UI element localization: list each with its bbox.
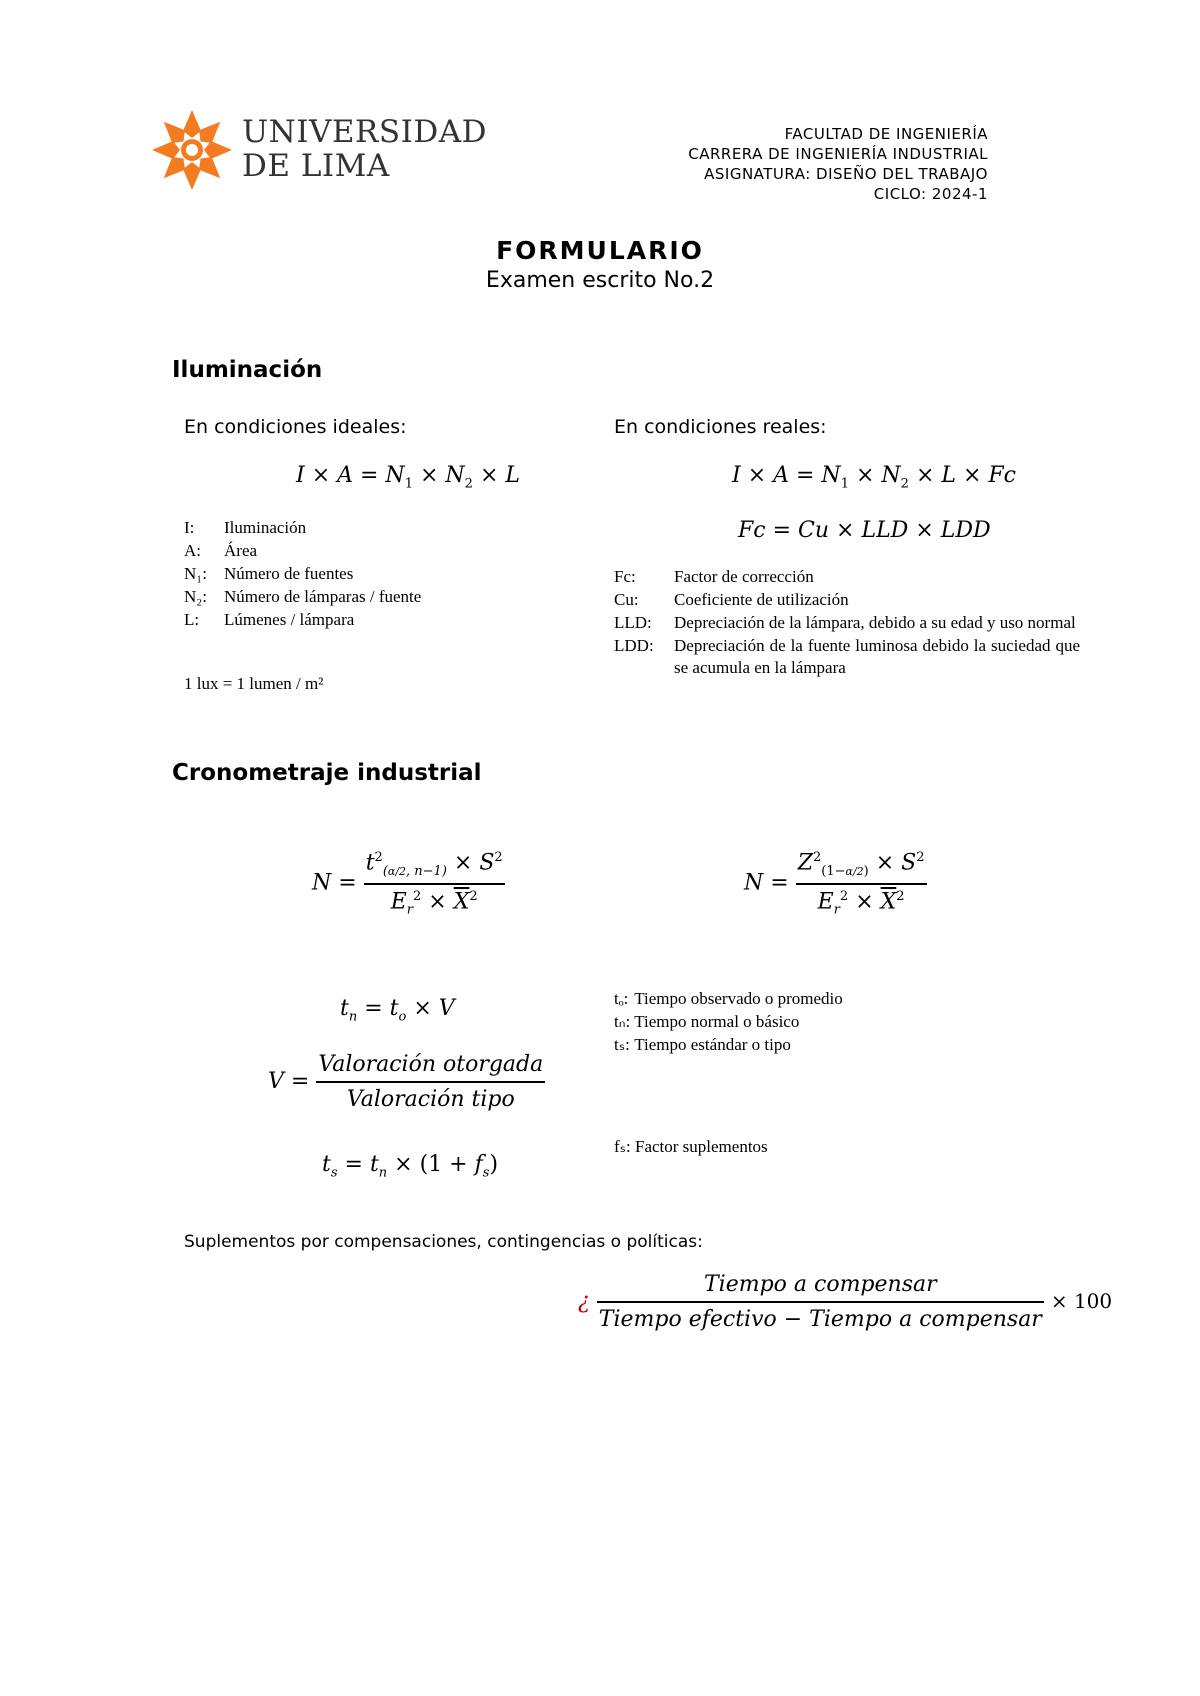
course-text: ASIGNATURA: DISEÑO DEL TRABAJO (704, 165, 988, 183)
career-text: CARRERA DE INGENIERÍA INDUSTRIAL (688, 145, 988, 163)
legend-desc: Tiempo estándar o tipo (634, 1035, 791, 1054)
legend-row (614, 612, 1080, 635)
legend-desc: Factor de corrección (674, 567, 814, 586)
rating-denominator: Valoración tipo (316, 1081, 545, 1112)
ideal-conditions-label: En condiciones ideales: (184, 416, 407, 438)
supplement-factor-note (614, 1136, 768, 1158)
legend-row (184, 540, 421, 563)
formula-normal-time: $t_n = t_o \times V$ (340, 996, 455, 1025)
formula-sample-size-z: N = $\frac{Z^2_{(1-\alpha/2)} \times S^2}{E_r^2 \times \overline{X}^2}$ (744, 850, 925, 918)
legend-desc: Depreciación de la lámpara, debido a su edad y uso normal (674, 613, 1076, 632)
legend-row (614, 589, 1080, 612)
section-heading-timing: Cronometraje industrial (172, 760, 482, 786)
legend-row (184, 563, 421, 586)
legend-symbol: N₁: (184, 564, 207, 583)
legend-row (614, 1011, 843, 1034)
star-logo-icon (150, 108, 234, 192)
legend-desc: Tiempo observado o promedio (634, 989, 843, 1008)
formula-rating: V = $\frac{\text{Valoración otorgada}}{\text{Valoración tipo}}$ (268, 1052, 544, 1112)
legend-row (184, 586, 421, 609)
legend-symbol: A: (184, 541, 201, 560)
legend-desc: Factor suplementos (634, 1137, 768, 1156)
legend-symbol: tₒ: (614, 989, 629, 1008)
legend-row (614, 988, 843, 1011)
legend-desc: Depreciación de la fuente luminosa debido la suciedad que se acumula en la lámpara (674, 636, 1080, 677)
real-conditions-label: En condiciones reales: (614, 416, 827, 438)
legend-symbol: Cu: (614, 590, 639, 609)
logo-text-line1: UNIVERSIDAD (242, 114, 487, 150)
legend-symbol: fₛ: (614, 1137, 631, 1156)
legend-row (614, 1034, 843, 1057)
formula-ideal-illumination: $I \times A = N_1 \times N_2 \times L$ (296, 463, 520, 492)
lead-glyph: ¿ (578, 1289, 590, 1314)
lux-note: 1 lux = 1 lumen / m² (184, 674, 324, 693)
formula-sample-size-t: N = $\frac{t^2_{(\alpha/2, n-1)} \times S^2}{E_r^2 \times \overline{X}^2}$ (312, 850, 503, 918)
legend-row (614, 566, 1080, 589)
legend-symbol: L: (184, 610, 200, 629)
header-block (688, 124, 988, 204)
supplements-numerator: Tiempo a compensar (703, 1272, 937, 1297)
legend-symbol: LLD: (614, 613, 652, 632)
real-legend (614, 566, 1080, 680)
logo-text-line2: DE LIMA (242, 148, 390, 184)
formula-correction-factor: Fc = Cu × LLD × LDD (738, 518, 991, 543)
legend-desc: Número de fuentes (224, 564, 354, 583)
ideal-legend (184, 517, 421, 632)
page-subtitle: Examen escrito No.2 (485, 268, 715, 293)
legend-desc: Número de lámparas / fuente (224, 587, 422, 606)
legend-symbol: LDD: (614, 636, 654, 655)
supplements-multiplier: × 100 (1050, 1289, 1113, 1313)
legend-desc: Lúmenes / lámpara (224, 610, 355, 629)
rating-numerator: Valoración otorgada (318, 1052, 544, 1077)
supplements-denominator: Tiempo efectivo − Tiempo a compensar (597, 1301, 1044, 1332)
cycle-text: CICLO: 2024-1 (873, 185, 988, 203)
supplements-label: Suplementos por compensaciones, contingencias o políticas: (184, 1232, 703, 1252)
legend-desc: Coeficiente de utilización (674, 590, 849, 609)
formula-standard-time: $t_s = t_n \times (1 + f_s)$ (322, 1152, 499, 1181)
page-title: FORMULARIO (496, 236, 704, 265)
legend-symbol: N₂: (184, 587, 207, 606)
legend-symbol: tₛ: (614, 1035, 630, 1054)
legend-row (184, 609, 421, 632)
legend-row (184, 517, 421, 540)
legend-symbol: tₙ: (614, 1012, 631, 1031)
formula-supplements (578, 1272, 1112, 1332)
legend-desc: Área (224, 541, 258, 560)
legend-desc: Tiempo normal o básico (634, 1012, 800, 1031)
legend-symbol: I: (184, 518, 195, 537)
timing-legend (614, 988, 843, 1057)
legend-desc: Iluminación (224, 518, 307, 537)
legend-symbol: Fc: (614, 567, 636, 586)
section-heading-illumination: Iluminación (172, 357, 323, 383)
formula-real-illumination: $I \times A = N_1 \times N_2 \times L \times Fc$ (732, 463, 1017, 492)
legend-row (614, 635, 1080, 680)
faculty-text: FACULTAD DE INGENIERÍA (784, 125, 988, 143)
